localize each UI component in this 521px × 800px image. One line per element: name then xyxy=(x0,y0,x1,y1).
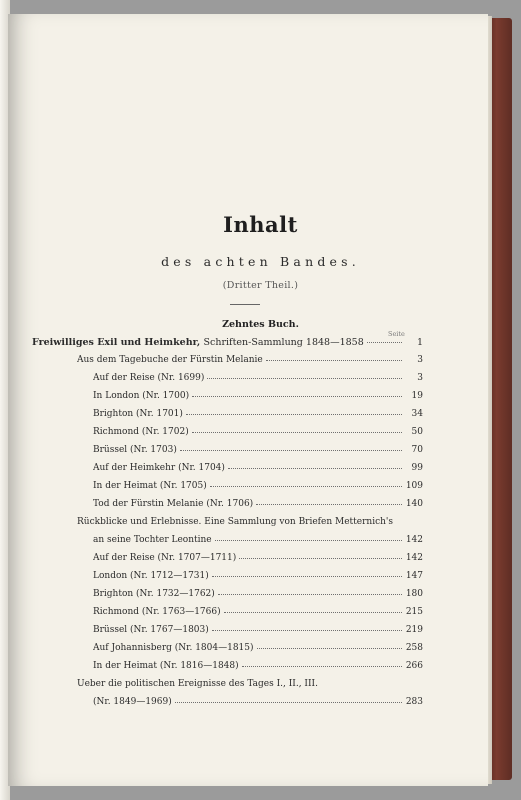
toc-entry-title xyxy=(93,391,189,401)
toc-page-number: 70 xyxy=(411,445,423,455)
dot-leader xyxy=(257,648,402,649)
toc-entry-text: In London (Nr. 1700) xyxy=(93,391,190,401)
page-title: Inhalt xyxy=(223,212,298,237)
book-heading: Zehntes Buch. xyxy=(222,319,299,330)
toc-page-number: 3 xyxy=(417,373,423,383)
toc-entry-title xyxy=(93,661,239,671)
dot-leader xyxy=(266,360,402,361)
toc-page-number: 215 xyxy=(405,607,423,617)
dot-leader xyxy=(212,576,402,577)
toc-entry-title xyxy=(93,643,254,653)
toc-page-number: 283 xyxy=(405,697,423,707)
toc-entry xyxy=(93,661,423,671)
dot-leader xyxy=(224,612,402,613)
toc-entry-text: Richmond (Nr. 1702) xyxy=(93,427,189,437)
toc-entry xyxy=(93,391,423,401)
toc-entry-title xyxy=(93,499,253,509)
toc-entry-title xyxy=(93,409,183,419)
dot-leader xyxy=(192,396,402,397)
toc-entry-title xyxy=(77,517,393,527)
toc-entry xyxy=(93,373,423,383)
toc-entry-title xyxy=(93,535,212,545)
toc-entry-text: Auf der Reise (Nr. 1707—1711) xyxy=(93,553,237,563)
toc-entry-text: In der Heimat (Nr. 1705) xyxy=(93,481,207,491)
page-subtitle: des achten Bandes. xyxy=(161,254,360,269)
toc-entry-title xyxy=(93,553,236,563)
toc-entry-text: In der Heimat (Nr. 1816—1848) xyxy=(93,661,239,671)
toc-entry xyxy=(93,571,423,581)
toc-entry xyxy=(93,697,423,707)
toc-entry-title xyxy=(93,445,177,455)
toc-entry xyxy=(93,499,423,509)
toc-entry xyxy=(93,625,423,635)
toc-entry-text: an seine Tochter Leontine xyxy=(93,535,212,545)
toc-page-number: 142 xyxy=(405,553,423,563)
dot-leader xyxy=(367,342,402,343)
toc-entry xyxy=(93,445,423,455)
toc-entry xyxy=(93,643,423,653)
toc-page-number: 258 xyxy=(405,643,423,653)
toc-entry-text: Richmond (Nr. 1763—1766) xyxy=(93,607,221,617)
toc-page-number: 266 xyxy=(405,661,423,671)
toc-entry xyxy=(93,553,423,563)
toc-entry-title xyxy=(93,427,189,437)
toc-entry-title xyxy=(93,373,204,383)
toc-page-number: 1 xyxy=(416,337,423,348)
toc-entry-text: Brighton (Nr. 1732—1762) xyxy=(93,589,215,599)
toc-page-number: 142 xyxy=(405,535,423,545)
dot-leader xyxy=(175,702,402,703)
toc-entry xyxy=(77,679,423,689)
toc-entry xyxy=(93,607,423,617)
toc-entry-title xyxy=(93,481,207,491)
toc-entry-title xyxy=(93,571,209,581)
toc-page-number: 3 xyxy=(417,355,423,365)
dot-leader xyxy=(228,468,402,469)
toc-entry-text: Auf Johannisberg (Nr. 1804—1815) xyxy=(93,643,254,653)
dot-leader xyxy=(207,378,402,379)
toc-entry-text: Brüssel (Nr. 1703) xyxy=(93,445,177,455)
dot-leader xyxy=(215,540,402,541)
toc-page-number: 50 xyxy=(411,427,423,437)
toc-entry-title xyxy=(77,355,263,365)
toc-page-number: 34 xyxy=(411,409,423,419)
toc-entry xyxy=(93,409,423,419)
toc-page-number: 180 xyxy=(405,589,423,599)
toc-page-number: 99 xyxy=(411,463,423,473)
toc-entry-text: Tod der Fürstin Melanie (Nr. 1706) xyxy=(93,499,254,509)
toc-entry-text: (Nr. 1849—1969) xyxy=(93,697,172,707)
toc-entry-title xyxy=(77,679,318,689)
toc-entry xyxy=(93,589,423,599)
toc-entry-text: Auf der Heimkehr (Nr. 1704) xyxy=(93,463,225,473)
toc-page-number: 140 xyxy=(405,499,423,509)
toc-page-number: 19 xyxy=(411,391,423,401)
toc-entry-text: Aus dem Tagebuche der Fürstin Melanie xyxy=(77,355,263,365)
toc-entry xyxy=(93,463,423,473)
toc-entry xyxy=(32,337,423,348)
toc-entry xyxy=(77,517,423,527)
dot-leader xyxy=(212,630,402,631)
toc-entry-title xyxy=(93,607,221,617)
dot-leader xyxy=(186,414,402,415)
toc-entry-text: Rückblicke und Erlebnisse. Eine Sammlung von Briefen Metternich's xyxy=(77,517,394,527)
toc-entry-text: London (Nr. 1712—1731) xyxy=(93,571,209,581)
toc-entry-text: Auf der Reise (Nr. 1699) xyxy=(93,373,205,383)
toc-entry-text: Brighton (Nr. 1701) xyxy=(93,409,183,419)
dot-leader xyxy=(180,450,402,451)
dot-leader xyxy=(210,486,402,487)
toc-entry-title xyxy=(93,697,172,707)
toc-entry-title xyxy=(93,625,209,635)
toc-page-number: 219 xyxy=(405,625,423,635)
part-label: (Dritter Theil.) xyxy=(222,280,299,291)
toc-entry xyxy=(93,535,423,545)
toc-entry-text: Brüssel (Nr. 1767—1803) xyxy=(93,625,209,635)
dot-leader xyxy=(256,504,402,505)
dot-leader xyxy=(242,666,402,667)
dot-leader xyxy=(218,594,402,595)
toc-entry-text: Schriften-Sammlung 1848—1858 xyxy=(203,337,364,348)
toc-entry-title xyxy=(32,337,364,348)
toc-entry xyxy=(93,481,423,491)
dot-leader xyxy=(239,558,402,559)
page-column-label: Seite xyxy=(388,330,405,338)
toc-entry xyxy=(93,427,423,437)
dot-leader xyxy=(192,432,402,433)
toc-entry-bold-title: Freiwilliges Exil und Heimkehr, xyxy=(32,337,204,348)
toc-page-number: 147 xyxy=(405,571,423,581)
toc-page-number: 109 xyxy=(405,481,423,491)
toc-entry-title xyxy=(93,463,225,473)
toc-entry xyxy=(77,355,423,365)
toc-entry-text: Ueber die politischen Ereignisse des Tages I., II., III. xyxy=(77,679,318,689)
toc-entry-title xyxy=(93,589,215,599)
